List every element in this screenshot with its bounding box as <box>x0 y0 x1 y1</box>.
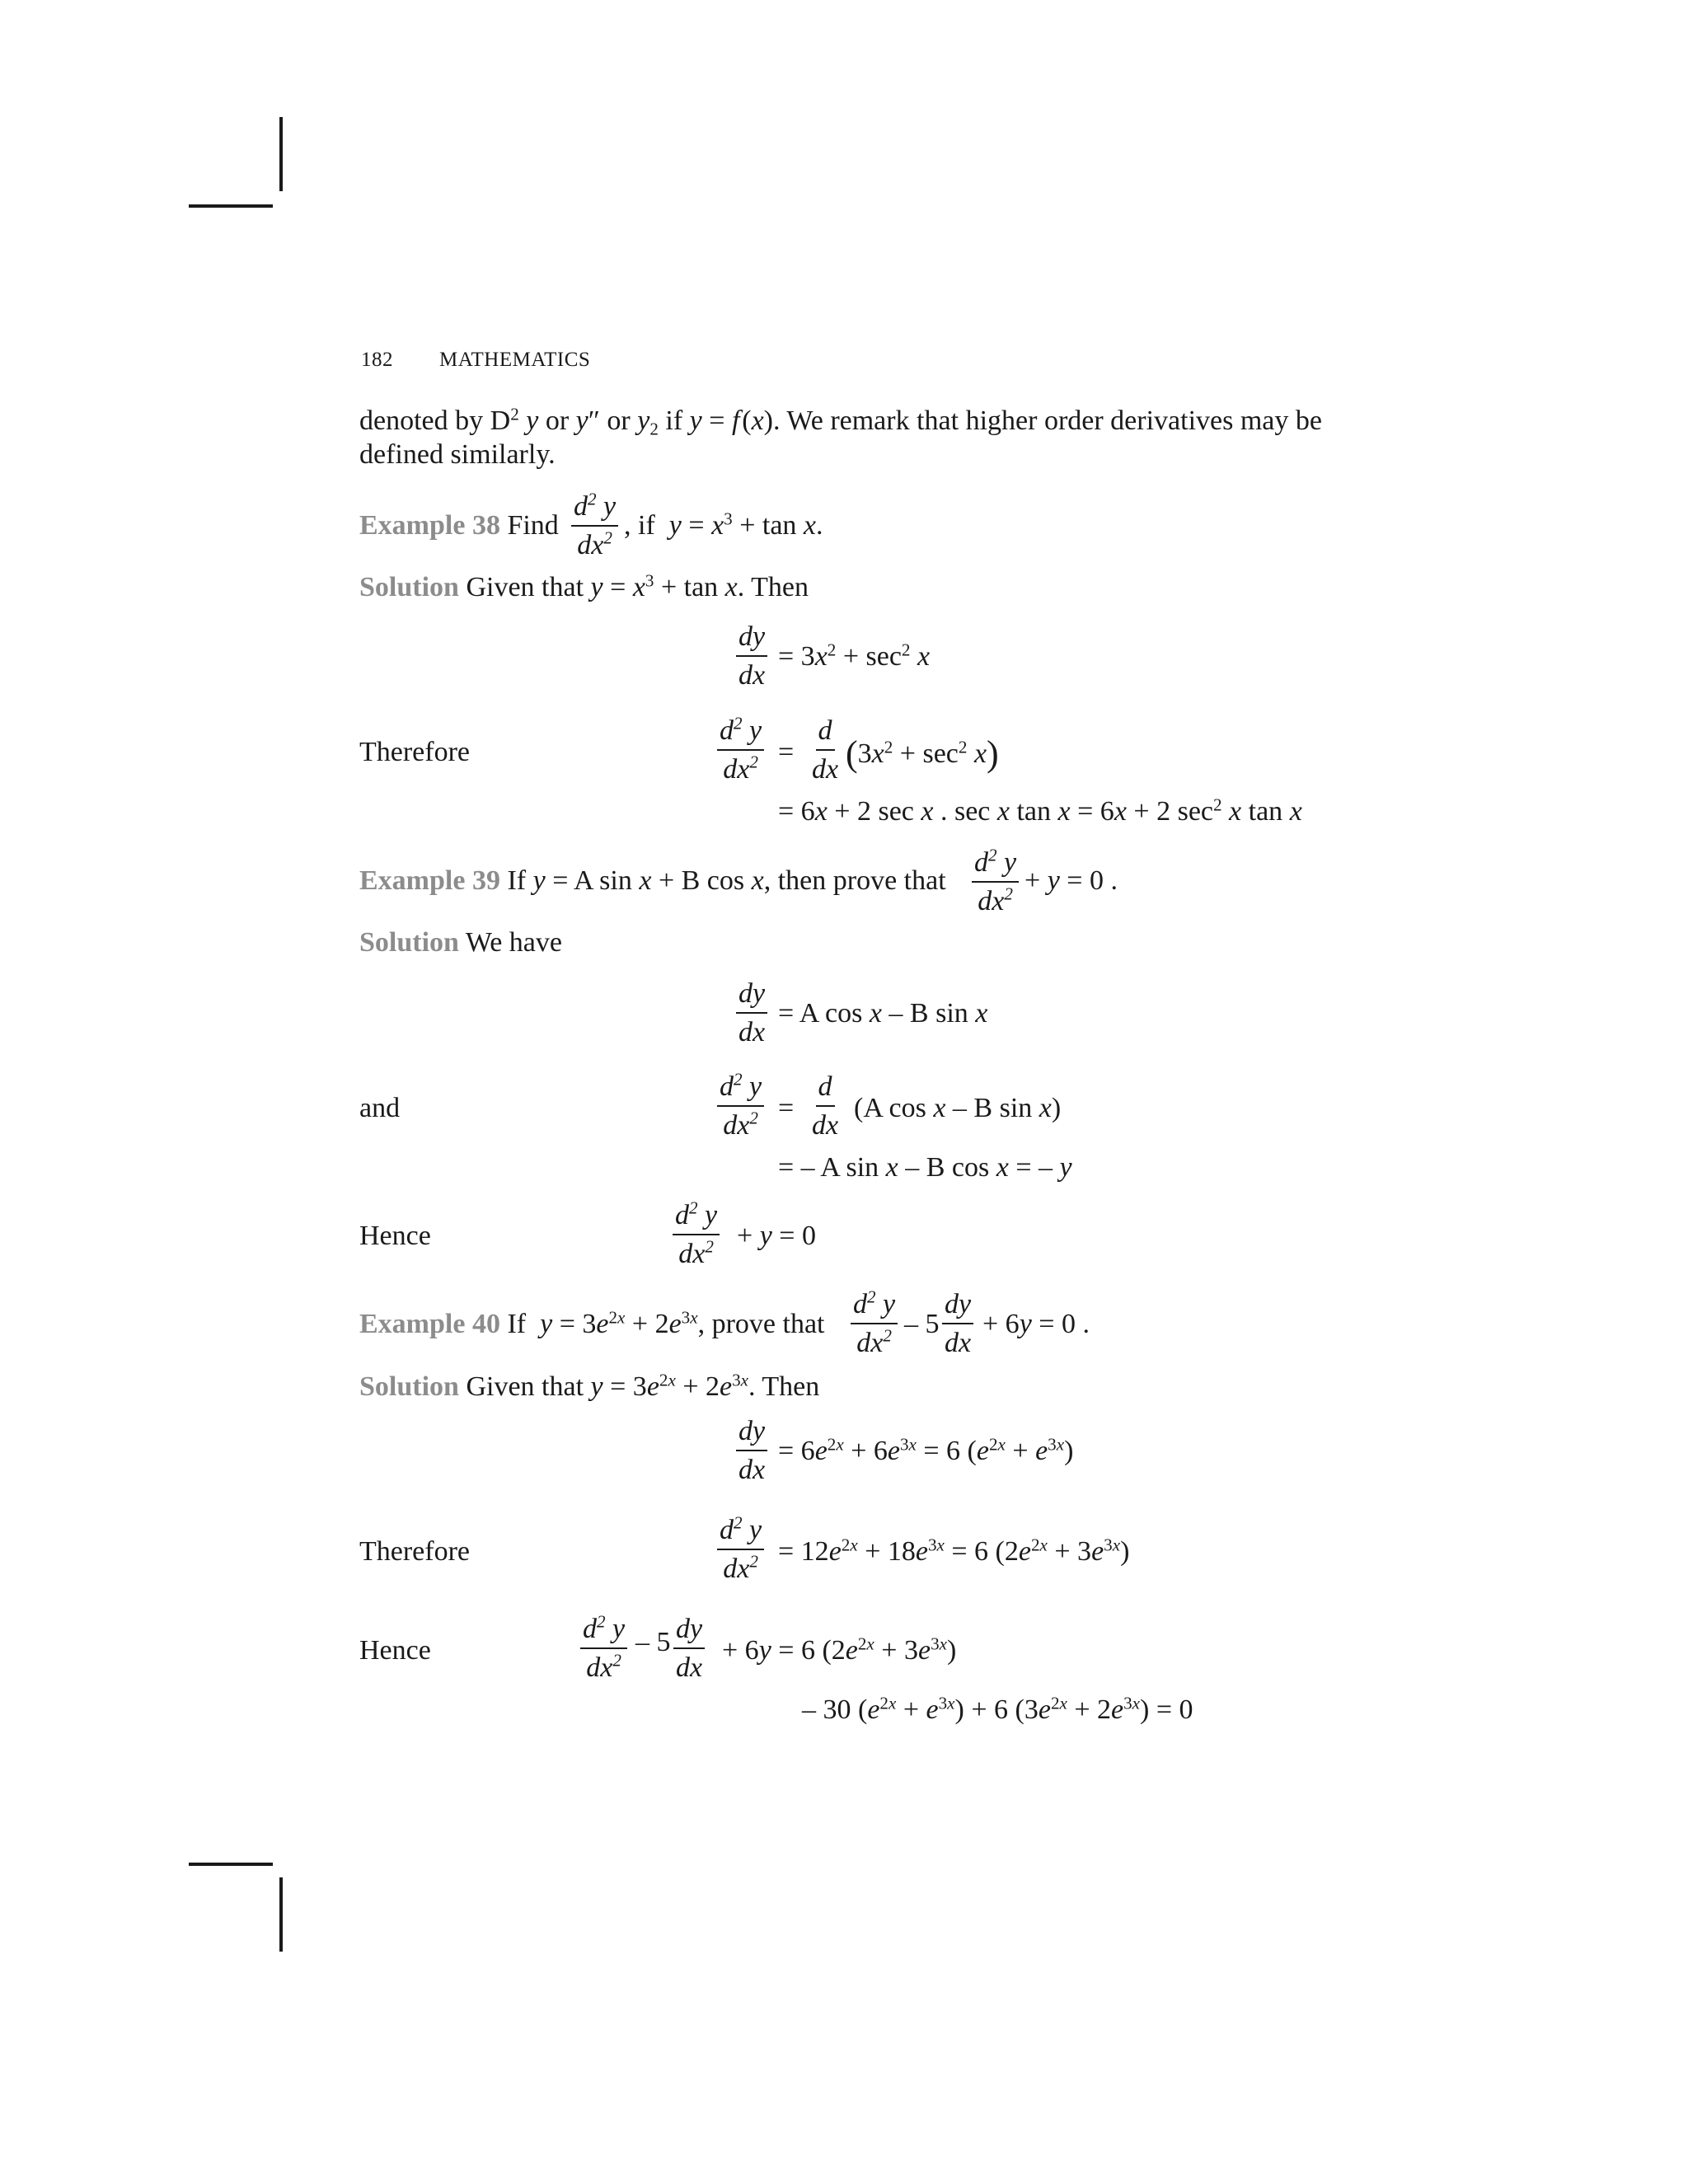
example39-condition: + y = 0 . <box>1025 865 1118 896</box>
example38-condition: , if $y = x^3 + \tan x$. <box>624 509 823 541</box>
example40-solution-label: Solution <box>359 1371 459 1402</box>
example39-statement: Example 39 If y = A sin x + B cos x, then prove that <box>359 865 946 896</box>
eq40-1-dydx: $\frac{dy}{dx}$ <box>736 1418 767 1484</box>
eq40-2-d2ydx2: $\frac{d^2 y}{dx^2}$ <box>717 1516 764 1583</box>
eq39-3: = – A sin x – B cos x = – y <box>778 1152 1072 1183</box>
eq39-4-rhs: + y = 0 <box>737 1221 816 1251</box>
example38-label: Example 38 <box>359 510 500 541</box>
example39-fraction-d2y-dx2: $\frac{d^2 y}{dx^2}$ <box>972 849 1019 916</box>
eq40-3-rhs: + 6y = 6 $(2e^{2x} + 3e^{3x})$ <box>722 1633 957 1666</box>
eq40-3-dydx: $\frac{dy}{dx}$ <box>673 1615 705 1682</box>
example39-label: Example 39 <box>359 865 500 896</box>
crop-mark-top-vertical <box>279 117 283 191</box>
eq38-1-rhs: = $3x^2 + \sec^2 x$ <box>778 640 931 672</box>
example40-condition: + 6y = 0 . <box>982 1309 1090 1339</box>
eq38-2-d-dx: $\frac{d}{dx}$ <box>812 715 839 785</box>
hence-label-2: Hence <box>359 1635 431 1666</box>
running-title: MATHEMATICS <box>439 349 591 371</box>
intro-line-1: denoted by $D^2$ y or y″ or $y_2$ if y = f (x). We remark that higher order derivatives may be <box>359 404 1322 439</box>
example38-solution-line: Solution Given that $y = x^3 + \tan x$. Then <box>359 570 809 602</box>
eq40-3-minus5: – 5 <box>635 1627 671 1657</box>
eq40-4: – 30 $(e^{2x} + e^{3x}) + 6$ $(3e^{2x} + 2e^{3x}) = 0$ <box>802 1693 1193 1725</box>
example39-solution-label: Solution <box>359 927 459 958</box>
eq39-4-d2ydx2: $\frac{d^2 y}{dx^2}$ <box>673 1202 720 1268</box>
crop-mark-bottom-vertical <box>279 1877 283 1952</box>
eq39-2-d2ydx2: $\frac{d^2 y}{dx^2}$ <box>717 1073 764 1140</box>
therefore-label-2: Therefore <box>359 1536 471 1567</box>
eq38-2-d2ydx2: $\frac{d^2 y}{dx^2}$ <box>717 717 764 784</box>
hence-label-1: Hence <box>359 1221 431 1251</box>
example38-solution-label: Solution <box>359 572 459 602</box>
eq40-1-rhs: = $6e^{2x} + 6e^{3x} = 6$ $(e^{2x} + e^{3x})$ <box>778 1434 1074 1466</box>
example39-solution-line: Solution We have <box>359 927 562 958</box>
eq39-2-d-dx: $\frac{d}{dx}$ <box>812 1071 839 1141</box>
crop-mark-top-horizontal <box>189 204 273 208</box>
eq39-2-equals: = <box>778 1093 795 1123</box>
example40-fraction-dydx: $\frac{dy}{dx}$ <box>942 1291 973 1357</box>
and-label: and <box>359 1093 401 1123</box>
eq39-2-paren: (A cos x – B sin x) <box>854 1093 1062 1123</box>
eq39-1-rhs: = A cos x – B sin x <box>778 998 988 1029</box>
intro-line-2: defined similarly. <box>359 439 556 470</box>
eq38-3: = 6x + 2 sec x . sec x tan x = 6x + 2 $\sec^2 x$ tan x <box>778 794 1302 827</box>
eq39-1-dydx: $\frac{dy}{dx}$ <box>736 980 767 1047</box>
eq40-3-d2ydx2: $\frac{d^2 y}{dx^2}$ <box>580 1615 627 1682</box>
example40-fraction-d2y-dx2: $\frac{d^2 y}{dx^2}$ <box>851 1291 898 1357</box>
eq38-2-paren: $(3x^2 + \sec^2 x)$ <box>846 733 999 774</box>
crop-mark-bottom-horizontal <box>189 1863 273 1866</box>
page-number: 182 <box>361 349 393 371</box>
eq38-1-dydx: $\frac{dy}{dx}$ <box>736 623 767 690</box>
eq38-2-equals: = <box>778 737 795 767</box>
example40-solution-line: Solution Given that $y = 3e^{2x} + 2e^{3x}$. Then <box>359 1370 820 1402</box>
example40-label: Example 40 <box>359 1309 500 1339</box>
example38-fraction-d2y-dx2: $\frac{d^2 y}{dx^2}$ <box>571 493 618 560</box>
example40-statement: Example 40 If $y = 3e^{2x} + 2e^{3x}$, prove that <box>359 1307 825 1339</box>
therefore-label-1: Therefore <box>359 737 471 767</box>
example38-statement: Example 38 Find <box>359 510 559 541</box>
example40-minus5: – 5 <box>904 1309 940 1339</box>
eq40-2-rhs: = $12e^{2x} + 18e^{3x} = 6$ $(2e^{2x} + 3e^{3x})$ <box>778 1535 1130 1567</box>
